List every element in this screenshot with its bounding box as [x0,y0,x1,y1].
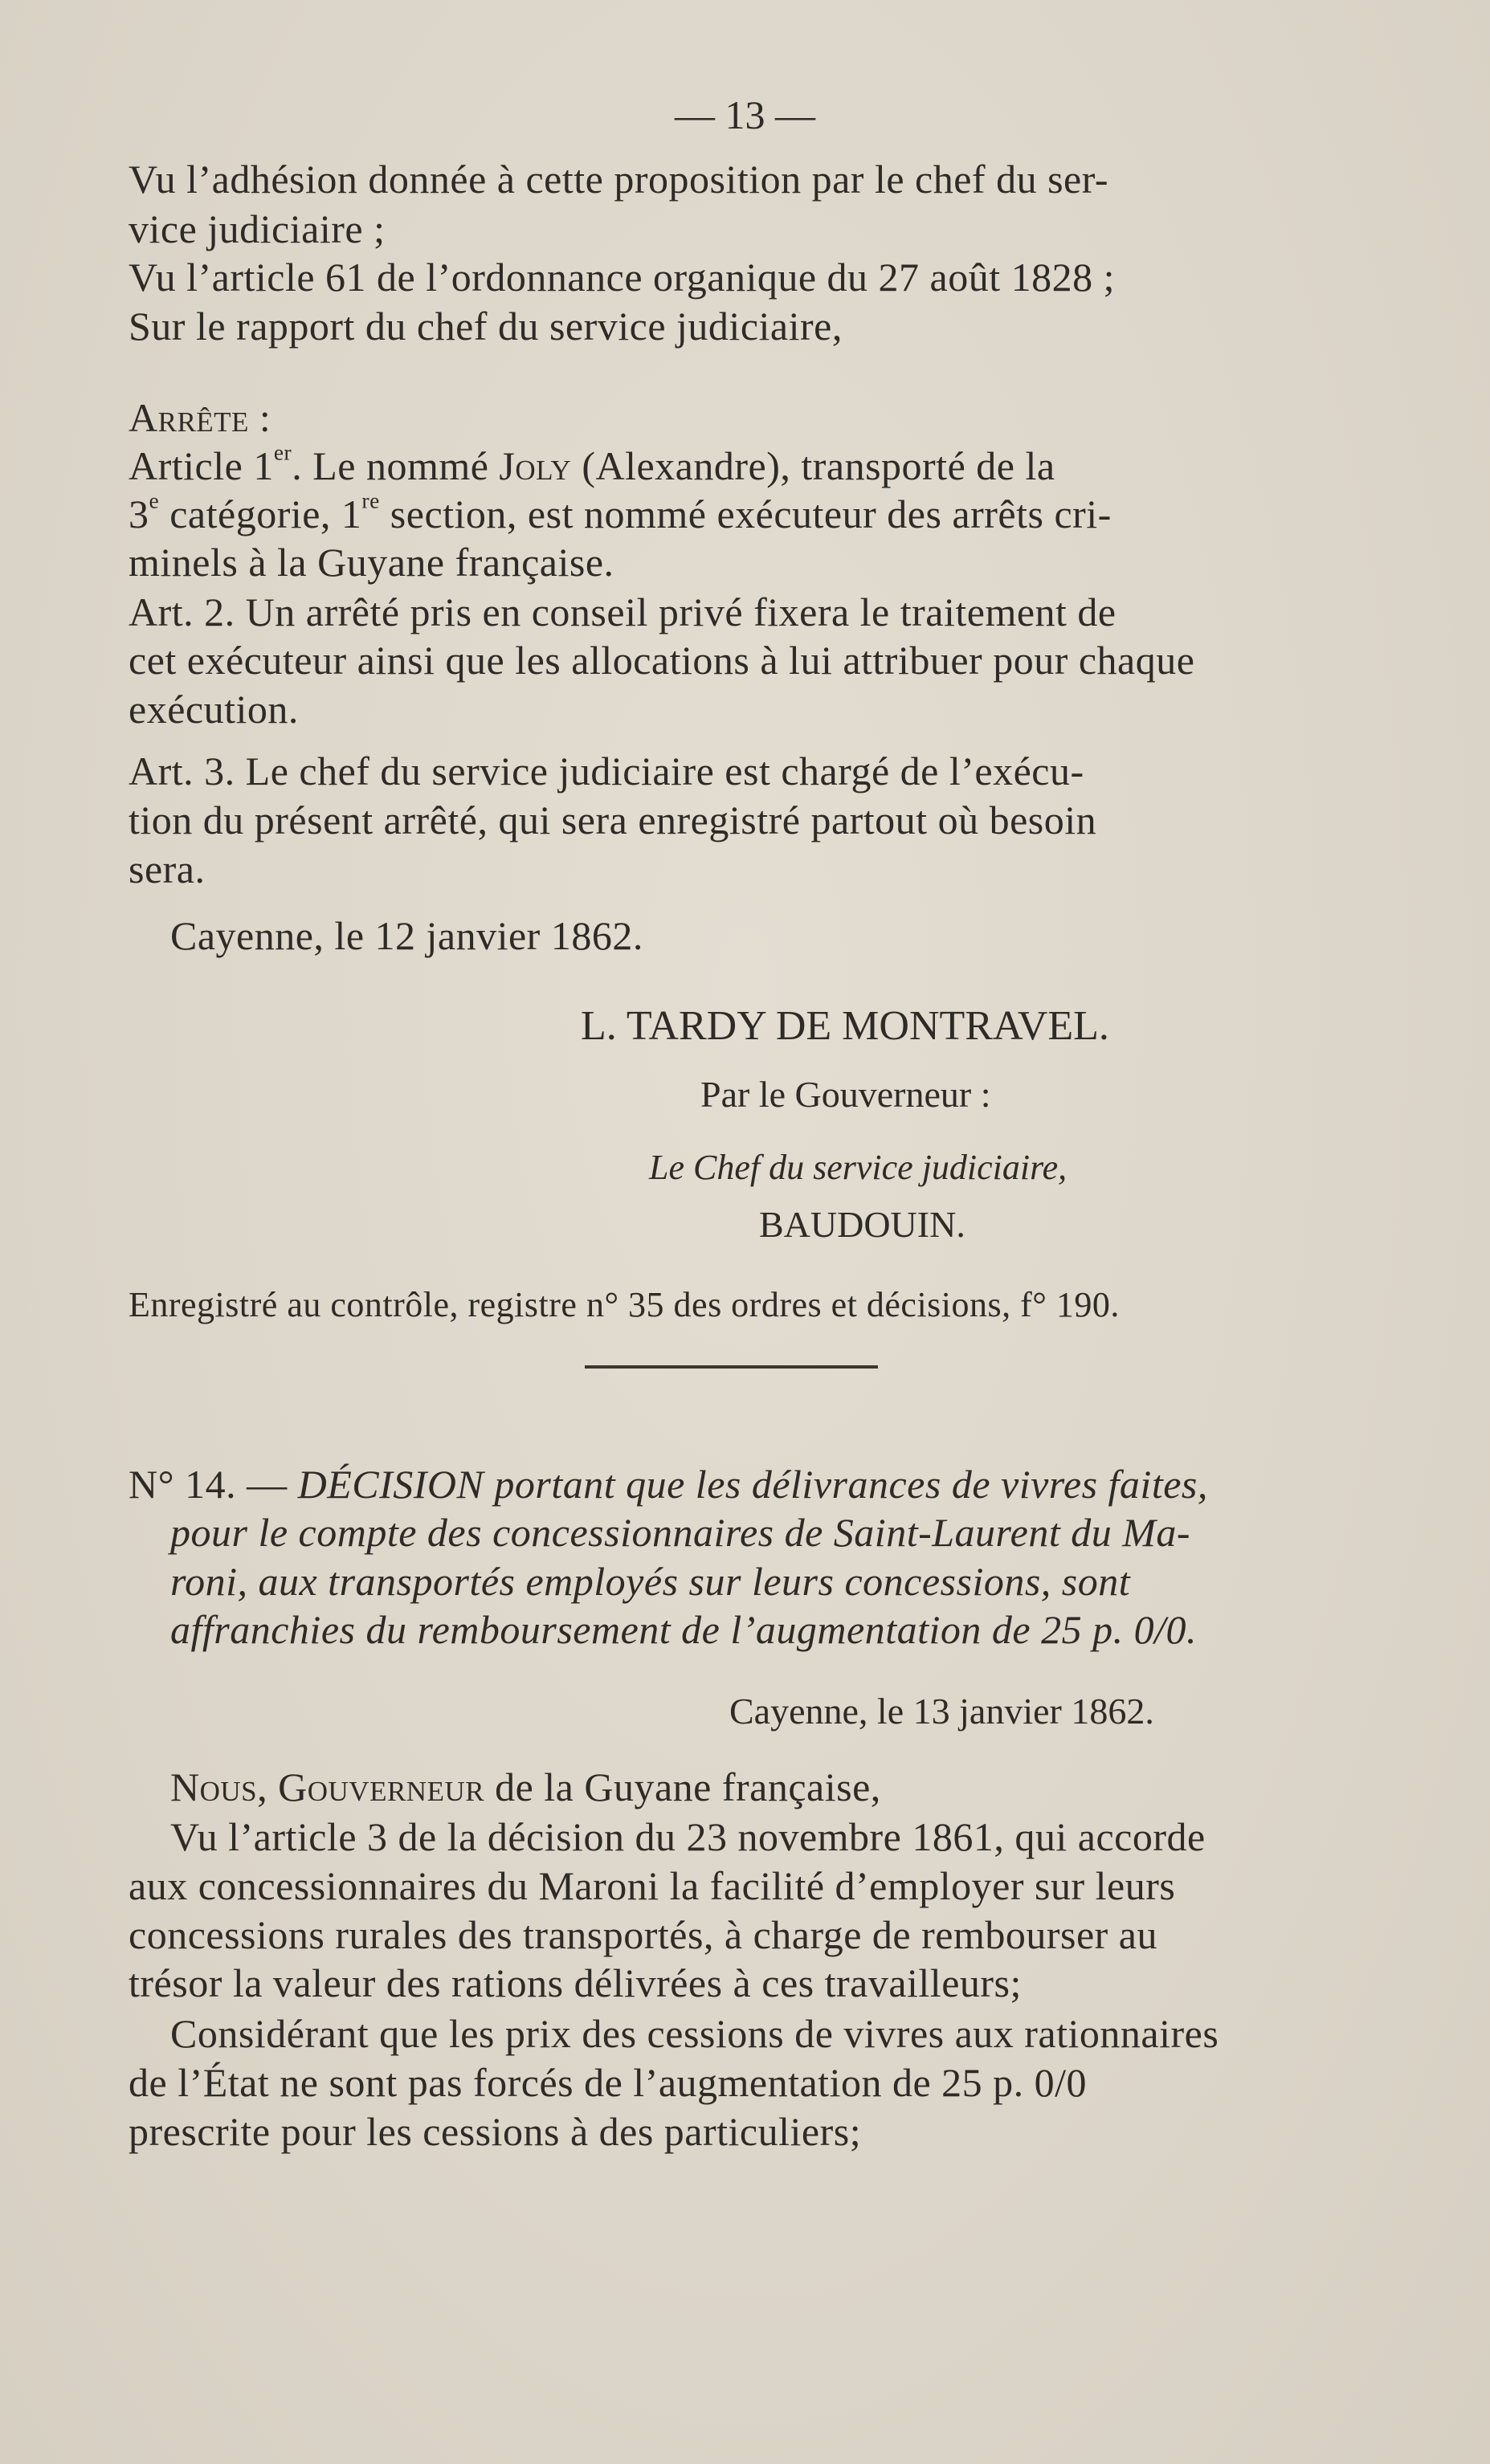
article-2-line-2: cet exécuteur ainsi que les allocations à lui attribuer pour chaque [129,638,1195,683]
paragraph-1-line-3: concessions rurales des transportés, à charge de rembourser au [129,1912,1157,1957]
place-date-2: Cayenne, le 13 janvier 1862. [729,1691,1154,1732]
article-3-line-3: sera. [129,846,206,891]
paragraph-1-line-1: Vu l’article 3 de la décision du 23 novembre 1861, qui accorde [170,1814,1206,1859]
preamble-line-4: Sur le rapport du chef du service judiciaire, [129,304,843,349]
decision-heading-line-4: affranchies du remboursement de l’augmentation de 25 p. 0/0. [170,1607,1197,1652]
article-3-line-1: Art. 3. Le chef du service judiciaire est chargé de l’exécu- [129,749,1084,793]
nous-line: Nous, Gouverneur de la Guyane française, [170,1764,881,1809]
paragraph-1-line-4: trésor la valeur des rations délivrées à ces travailleurs; [129,1960,1022,2005]
article-1-line-2: 3e catégorie, 1re section, est nommé exécuteur des arrêts cri- [129,487,1112,536]
page-number: — 13 — [675,92,815,137]
decision-heading-line-3: roni, aux transportés employés sur leurs concessions, sont [170,1559,1131,1604]
preamble-line-3: Vu l’article 61 de l’ordonnance organique du 27 août 1828 ; [129,255,1116,300]
article-3-line-2: tion du présent arrêté, qui sera enregistré partout où besoin [129,798,1097,842]
article-2-line-3: exécution. [129,687,299,732]
paragraph-1-line-2: aux concessionnaires du Maroni la facilité d’employer sur leurs [129,1863,1176,1908]
decision-heading-line-2: pour le compte des concessionnaires de Saint-Laurent du Ma- [170,1510,1191,1555]
paragraph-2-line-1: Considérant que les prix des cessions de vivres aux rationnaires [170,2011,1219,2056]
article-1-line-3: minels à la Guyane française. [129,540,614,585]
place-date-1: Cayenne, le 12 janvier 1862. [170,913,643,958]
paragraph-2-line-2: de l’État ne sont pas forcés de l’augmentation de 25 p. 0/0 [129,2060,1088,2105]
governor-signature: L. TARDY DE MONTRAVEL. [581,1003,1109,1049]
paragraph-2-line-3: prescrite pour les cessions à des particuliers; [129,2109,862,2154]
registration-note: Enregistré au contrôle, registre n° 35 des ordres et décisions, f° 190. [129,1285,1120,1324]
chief-title: Le Chef du service judiciaire, [649,1148,1067,1187]
article-2-line-1: Art. 2. Un arrêté pris en conseil privé fixera le traitement de [129,589,1116,634]
article-1-line-1: Article 1er. Le nommé Joly (Alexandre), transporté de la [129,439,1055,488]
arrete-label: Arrête : [129,395,271,440]
by-governor-label: Par le Gouverneur : [700,1074,991,1115]
chief-signature: BAUDOUIN. [759,1204,965,1245]
section-divider [585,1365,878,1369]
decision-heading-line-1: N° 14. — DÉCISION portant que les délivrances de vivres faites, [129,1462,1208,1507]
preamble-line-2: vice judiciaire ; [129,206,386,251]
preamble-line-1: Vu l’adhésion donnée à cette proposition par le chef du ser- [129,157,1109,202]
